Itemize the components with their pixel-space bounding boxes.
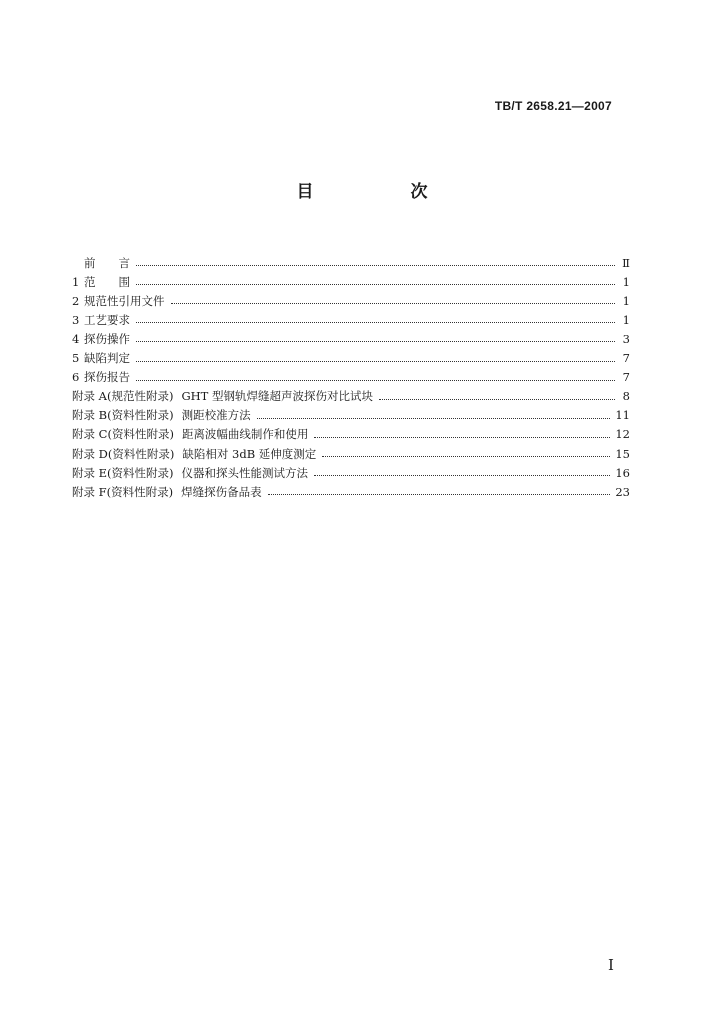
toc-entry-title: 附录 E(资料性附录) <box>72 465 174 480</box>
toc-entry-subtitle: 仪器和探头性能测试方法 <box>181 465 309 480</box>
toc-entry-label <box>72 465 309 480</box>
toc-entry-subtitle: 焊缝探伤备品表 <box>181 484 262 499</box>
toc-entry-title: 探伤操作 <box>84 331 130 346</box>
toc-entry-page: 3 <box>622 331 630 346</box>
toc-entry-page: 12 <box>615 427 630 442</box>
toc-leader-dots <box>136 341 615 342</box>
toc-entry-page: 16 <box>615 465 630 480</box>
toc-entry-title: 前 言 <box>84 255 130 270</box>
toc-entry-number: 2 <box>72 293 80 308</box>
toc-entry-page: 15 <box>615 446 630 461</box>
toc-entry-subtitle: 测距校准方法 <box>181 408 251 423</box>
toc-entry-number: 4 <box>72 331 80 346</box>
toc-entry-title: 附录 A(规范性附录) <box>72 389 174 404</box>
toc-entry-label <box>72 391 373 403</box>
toc-entry-inspection-report[interactable] <box>72 365 630 384</box>
table-of-contents <box>72 250 630 498</box>
toc-leader-dots <box>257 418 611 419</box>
toc-entry-subtitle: GHT 型钢轨焊缝超声波探伤对比试块 <box>181 389 373 404</box>
toc-entry-subtitle: 缺陷相对 3dB 延伸度测定 <box>182 446 317 461</box>
toc-entry-appendix-e[interactable] <box>72 460 630 479</box>
toc-entry-inspection-operation[interactable] <box>72 326 630 345</box>
toc-leader-dots <box>379 399 615 400</box>
toc-entry-defect-evaluation[interactable] <box>72 345 630 364</box>
toc-entry-scope[interactable] <box>72 269 630 288</box>
toc-entry-title: 工艺要求 <box>84 312 130 327</box>
toc-entry-page: 7 <box>622 351 630 366</box>
toc-title: 目 次 <box>296 182 468 202</box>
toc-entry-number: 3 <box>72 312 80 327</box>
toc-entry-title: 范 围 <box>84 274 130 289</box>
toc-entry-label <box>72 274 130 289</box>
toc-leader-dots <box>322 456 610 457</box>
toc-leader-dots <box>136 322 615 323</box>
toc-entry-page: 1 <box>622 293 630 308</box>
toc-entry-appendix-f[interactable] <box>72 479 630 498</box>
toc-leader-dots <box>268 494 611 495</box>
toc-entry-normative-references[interactable] <box>72 288 630 307</box>
toc-leader-dots <box>314 475 610 476</box>
toc-entry-label <box>72 331 130 346</box>
toc-entry-label <box>72 429 308 441</box>
toc-entry-title: 附录 D(资料性附录) <box>72 446 175 461</box>
toc-leader-dots <box>171 303 616 304</box>
toc-entry-label <box>72 312 130 327</box>
document-number: TB/T 2658.21—2007 <box>494 99 612 113</box>
toc-entry-title: 缺陷判定 <box>84 351 130 366</box>
toc-entry-label <box>72 372 130 384</box>
toc-entry-label <box>72 293 165 308</box>
page-number: I <box>608 956 614 974</box>
toc-entry-label <box>72 484 262 499</box>
toc-entry-label <box>72 353 130 365</box>
toc-entry-number: 1 <box>72 274 80 289</box>
toc-entry-label <box>72 410 251 422</box>
toc-entry-page: 7 <box>622 370 630 385</box>
toc-entry-label <box>72 446 317 461</box>
toc-entry-title: 规范性引用文件 <box>84 293 165 308</box>
toc-leader-dots <box>136 380 615 381</box>
toc-entry-appendix-a[interactable] <box>72 384 630 403</box>
toc-entry-number: 6 <box>72 370 80 385</box>
toc-leader-dots <box>136 361 615 362</box>
toc-entry-title: 附录 F(资料性附录) <box>72 484 174 499</box>
toc-entry-page: 11 <box>615 408 630 423</box>
toc-leader-dots <box>314 437 610 438</box>
toc-leader-dots <box>136 284 615 285</box>
toc-entry-page: 1 <box>622 312 630 327</box>
toc-entry-title: 附录 C(资料性附录) <box>72 427 174 442</box>
toc-leader-dots <box>136 265 615 266</box>
toc-entry-page: 8 <box>622 389 630 404</box>
toc-entry-process-requirements[interactable] <box>72 307 630 326</box>
toc-entry-page: 23 <box>615 484 630 499</box>
toc-entry-preface[interactable] <box>72 250 630 269</box>
toc-entry-subtitle: 距离波幅曲线制作和使用 <box>181 427 309 442</box>
toc-entry-appendix-d[interactable] <box>72 441 630 460</box>
toc-entry-page: Ⅱ <box>622 255 630 270</box>
toc-entry-appendix-b[interactable] <box>72 403 630 422</box>
toc-entry-number: 5 <box>72 351 80 366</box>
toc-entry-page: 1 <box>622 274 630 289</box>
toc-entry-title: 附录 B(资料性附录) <box>72 408 174 423</box>
toc-entry-label <box>72 255 130 270</box>
toc-entry-appendix-c[interactable] <box>72 422 630 441</box>
toc-entry-title: 探伤报告 <box>84 370 130 385</box>
